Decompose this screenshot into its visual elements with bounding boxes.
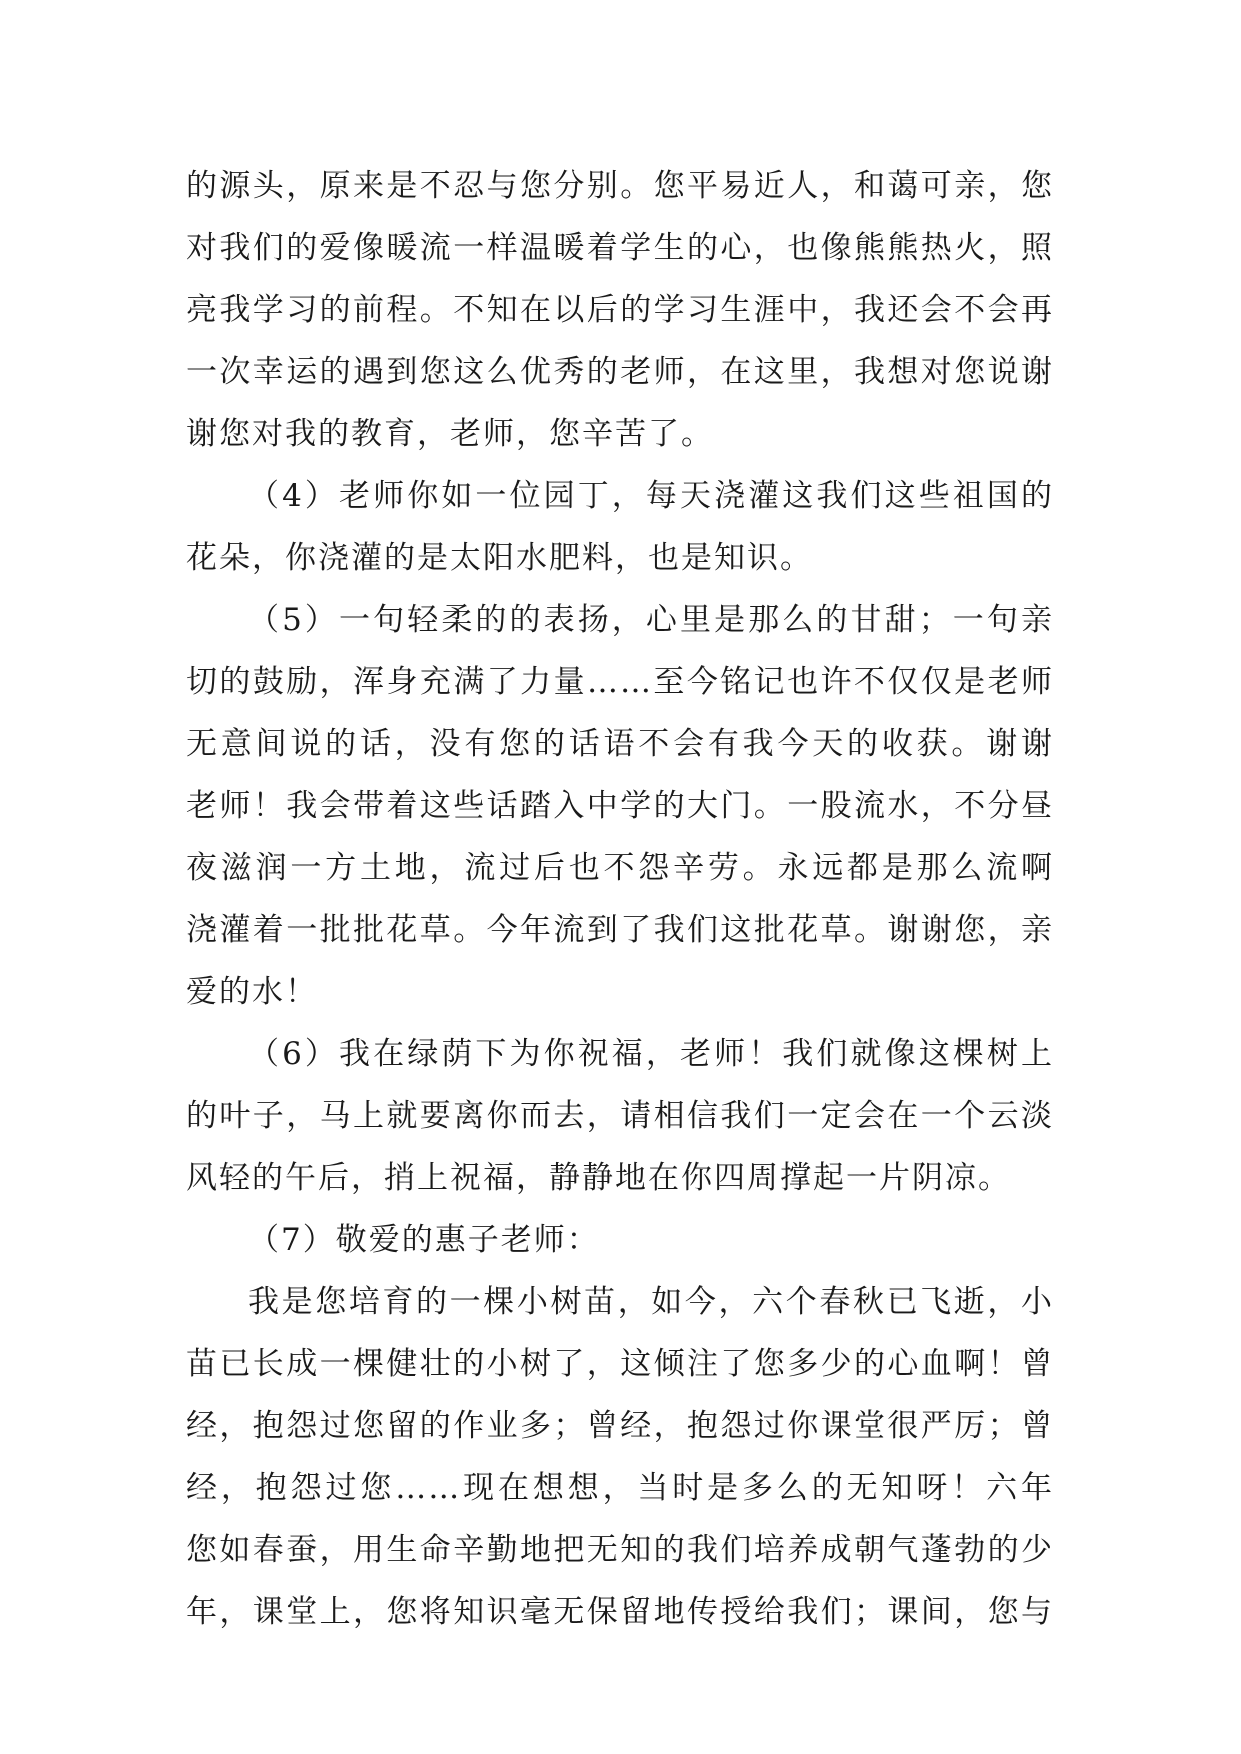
text-line: 经，抱怨过您留的作业多；曾经，抱怨过你课堂很严厉；曾	[186, 1408, 1054, 1444]
text-line: 一次幸运的遇到您这么优秀的老师，在这里，我想对您说谢	[186, 354, 1054, 390]
text-line: 切的鼓励，浑身充满了力量……至今铭记也许不仅仅是老师	[186, 664, 1054, 700]
text-line: 经，抱怨过您……现在想想，当时是多么的无知呀！六年	[186, 1470, 1054, 1506]
text-line: 风轻的午后，捎上祝福，静静地在你四周撑起一片阴凉。	[186, 1160, 1011, 1196]
text-line: 无意间说的话，没有您的话语不会有我今天的收获。谢谢	[186, 726, 1054, 762]
text-line: 谢您对我的教育，老师，您辛苦了。	[186, 416, 714, 452]
text-line: 花朵，你浇灌的是太阳水肥料，也是知识。	[186, 540, 813, 576]
text-line: （6）我在绿荫下为你祝福，老师！我们就像这棵树上	[248, 1036, 1054, 1072]
text-line: 对我们的爱像暖流一样温暖着学生的心，也像熊熊热火，照	[186, 230, 1054, 266]
text-line: 老师！我会带着这些话踏入中学的大门。一股流水，不分昼	[186, 788, 1054, 824]
text-line: 浇灌着一批批花草。今年流到了我们这批花草。谢谢您，亲	[186, 912, 1054, 948]
text-line: 年，课堂上，您将知识毫无保留地传授给我们；课间，您与	[186, 1594, 1054, 1630]
text-line: 您如春蚕，用生命辛勤地把无知的我们培养成朝气蓬勃的少	[186, 1532, 1054, 1568]
text-line: 我是您培育的一棵小树苗，如今，六个春秋已飞逝，小	[248, 1284, 1054, 1320]
text-line: 亮我学习的前程。不知在以后的学习生涯中，我还会不会再	[186, 292, 1054, 328]
text-line: 爱的水！	[186, 974, 318, 1010]
text-line: （7）敬爱的惠子老师：	[248, 1222, 600, 1258]
text-line: 的叶子，马上就要离你而去，请相信我们一定会在一个云淡	[186, 1098, 1054, 1134]
text-line: （4）老师你如一位园丁，每天浇灌这我们这些祖国的	[248, 478, 1054, 514]
document-body	[186, 155, 1054, 1643]
text-line: 苗已长成一棵健壮的小树了，这倾注了您多少的心血啊！曾	[186, 1346, 1054, 1382]
text-line: 的源头，原来是不忍与您分别。您平易近人，和蔼可亲，您	[186, 168, 1054, 204]
text-line: 夜滋润一方土地，流过后也不怨辛劳。永远都是那么流啊	[186, 850, 1054, 886]
text-line: （5）一句轻柔的的表扬，心里是那么的甘甜；一句亲	[248, 602, 1054, 638]
